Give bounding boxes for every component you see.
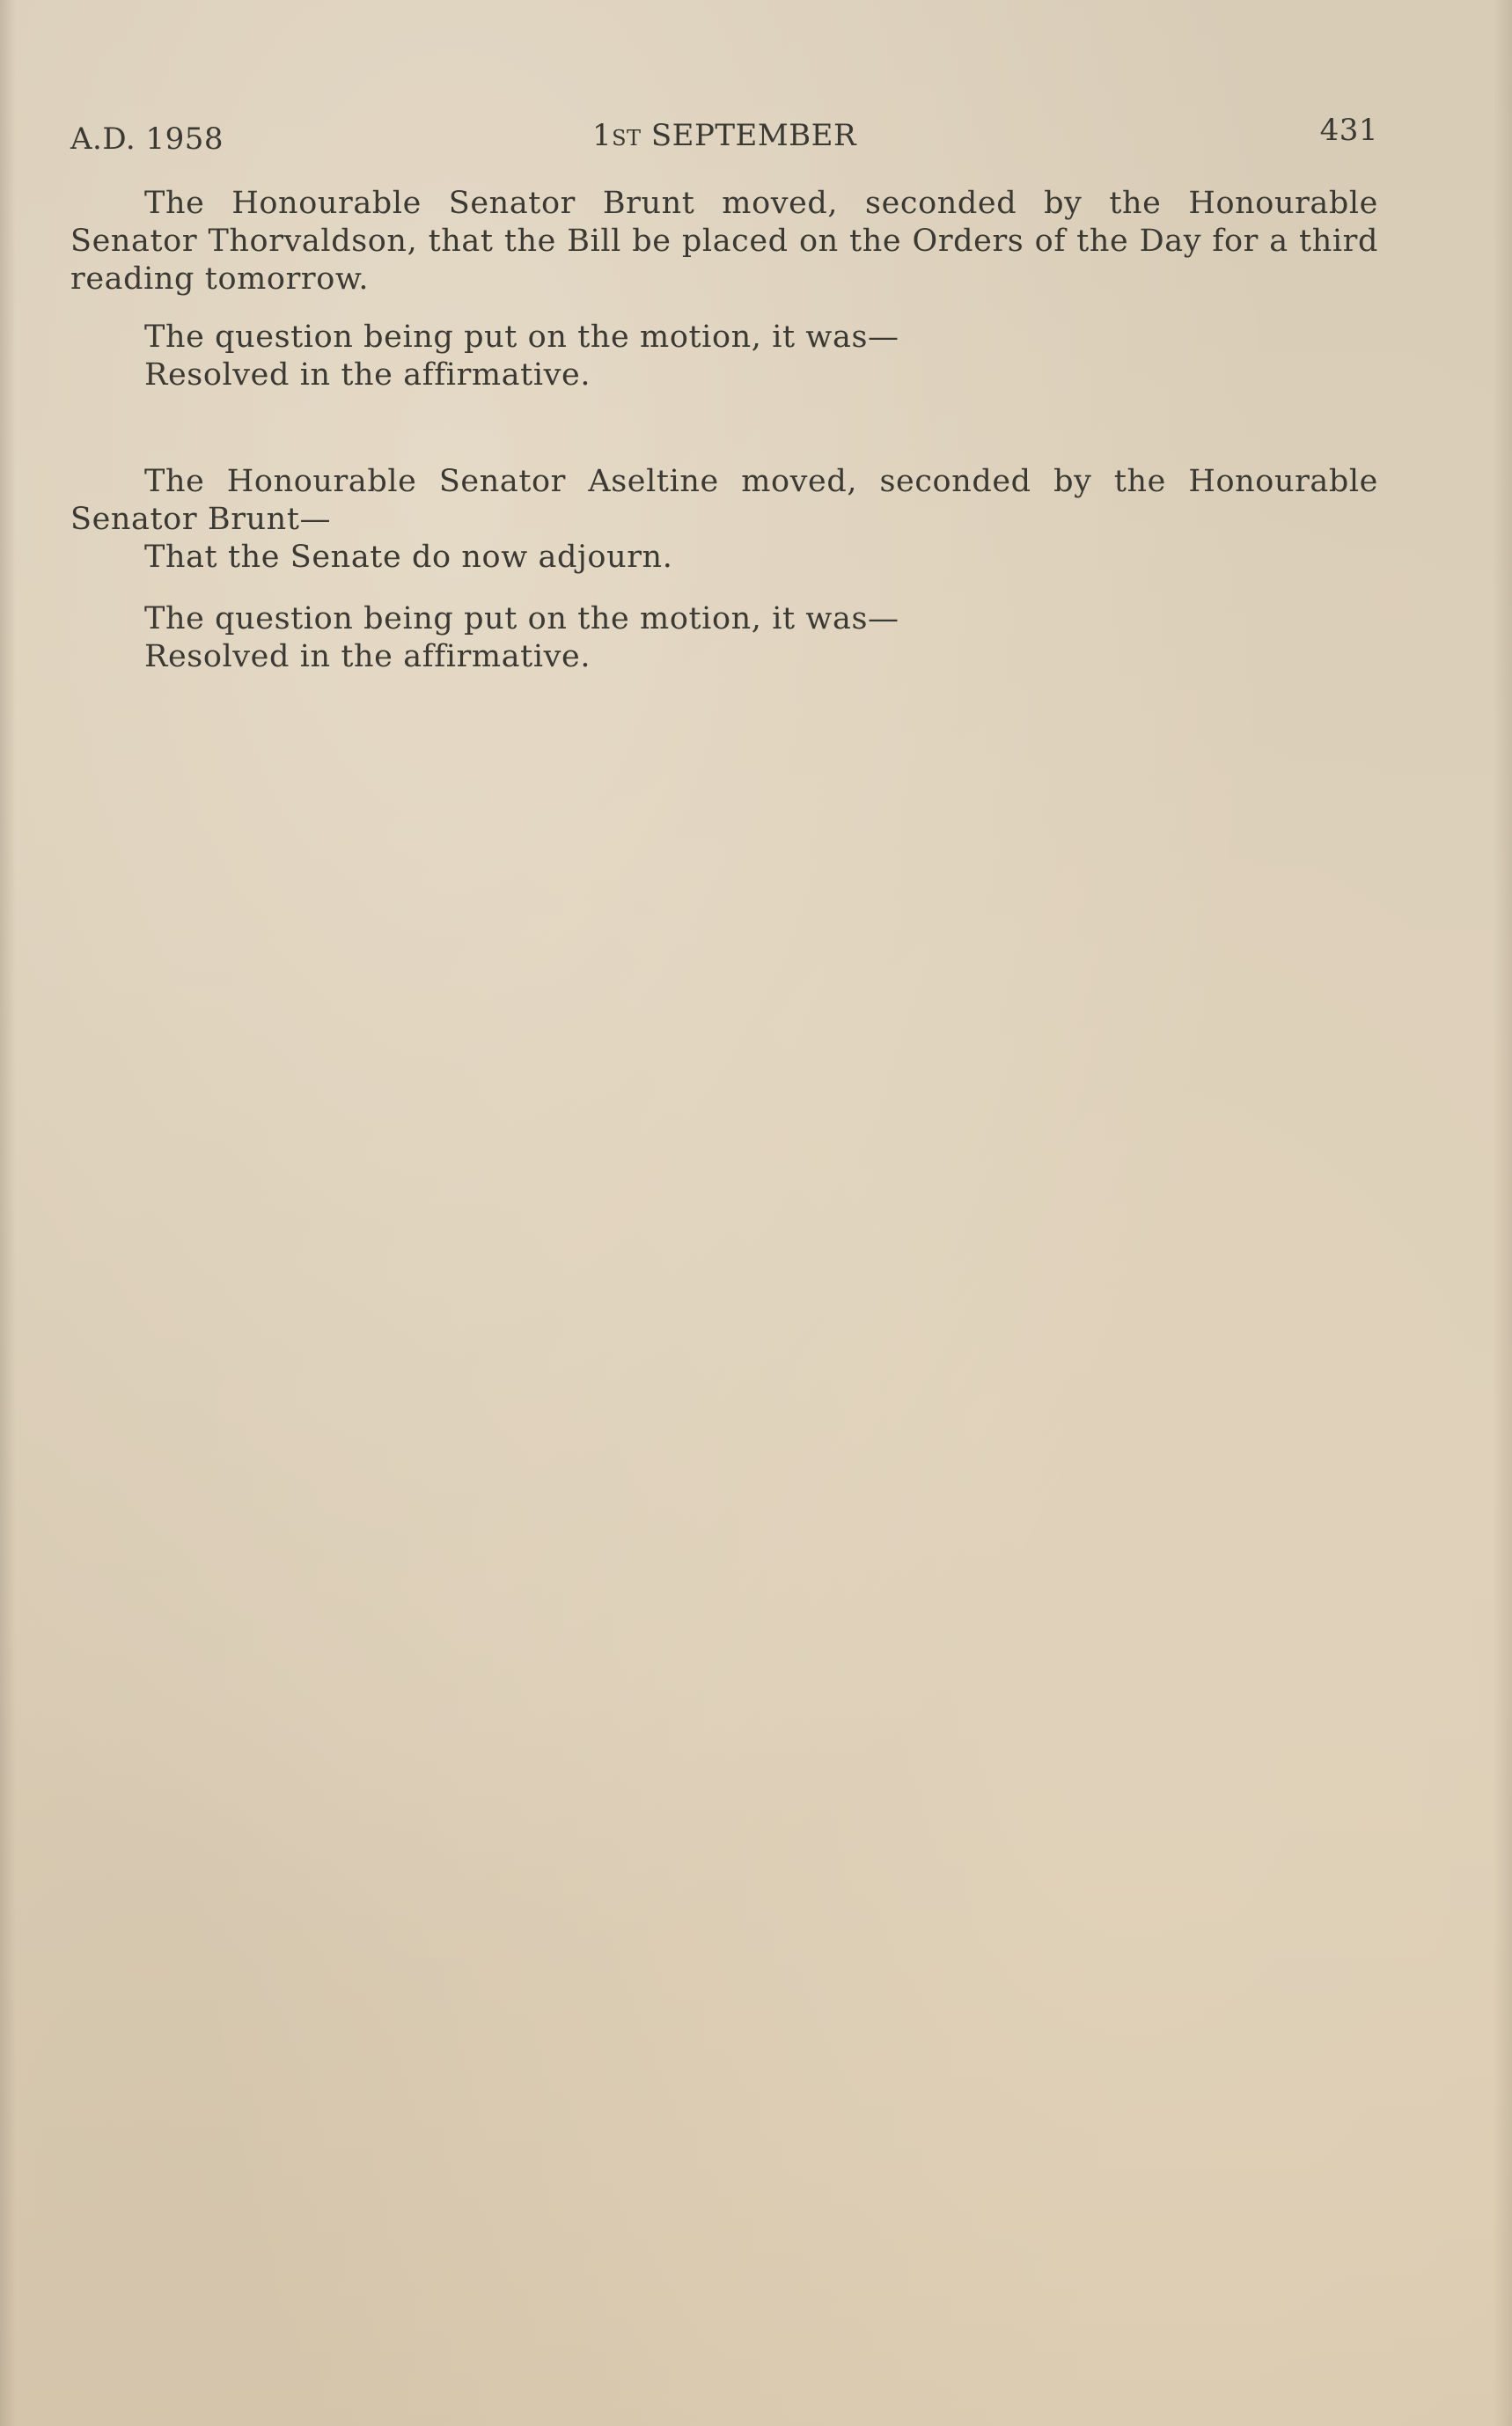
running-header xyxy=(70,113,1378,160)
motion-resolution-text-2: That the Senate do now adjourn. xyxy=(144,540,673,575)
header-date-month: SEPTEMBER xyxy=(650,118,857,153)
question-block-2 xyxy=(70,600,1378,676)
header-date xyxy=(70,118,1378,153)
question-line-1: The question being put on the motion, it was— xyxy=(144,320,899,355)
question-block-1 xyxy=(70,319,1378,394)
motion-text-1: The Honourable Senator Brunt moved, seconded by the Honourable Senator Thorvaldson, that the Bill be placed on the Orders of the Day for a third reading tomorrow. xyxy=(70,186,1378,297)
motion-text-2: The Honourable Senator Aseltine moved, seconded by the Honourable Senator Brunt— xyxy=(70,464,1378,537)
page-number: 431 xyxy=(1319,113,1378,148)
resolution-line-1: Resolved in the affirmative. xyxy=(144,357,591,393)
question-line-2: The question being put on the motion, it was— xyxy=(144,601,899,636)
motion-paragraph-2 xyxy=(70,463,1378,577)
motion-paragraph-1 xyxy=(70,185,1378,298)
header-year: A.D. 1958 xyxy=(70,121,224,157)
resolution-line-2: Resolved in the affirmative. xyxy=(144,639,591,674)
header-date-day: 1st xyxy=(591,118,642,153)
